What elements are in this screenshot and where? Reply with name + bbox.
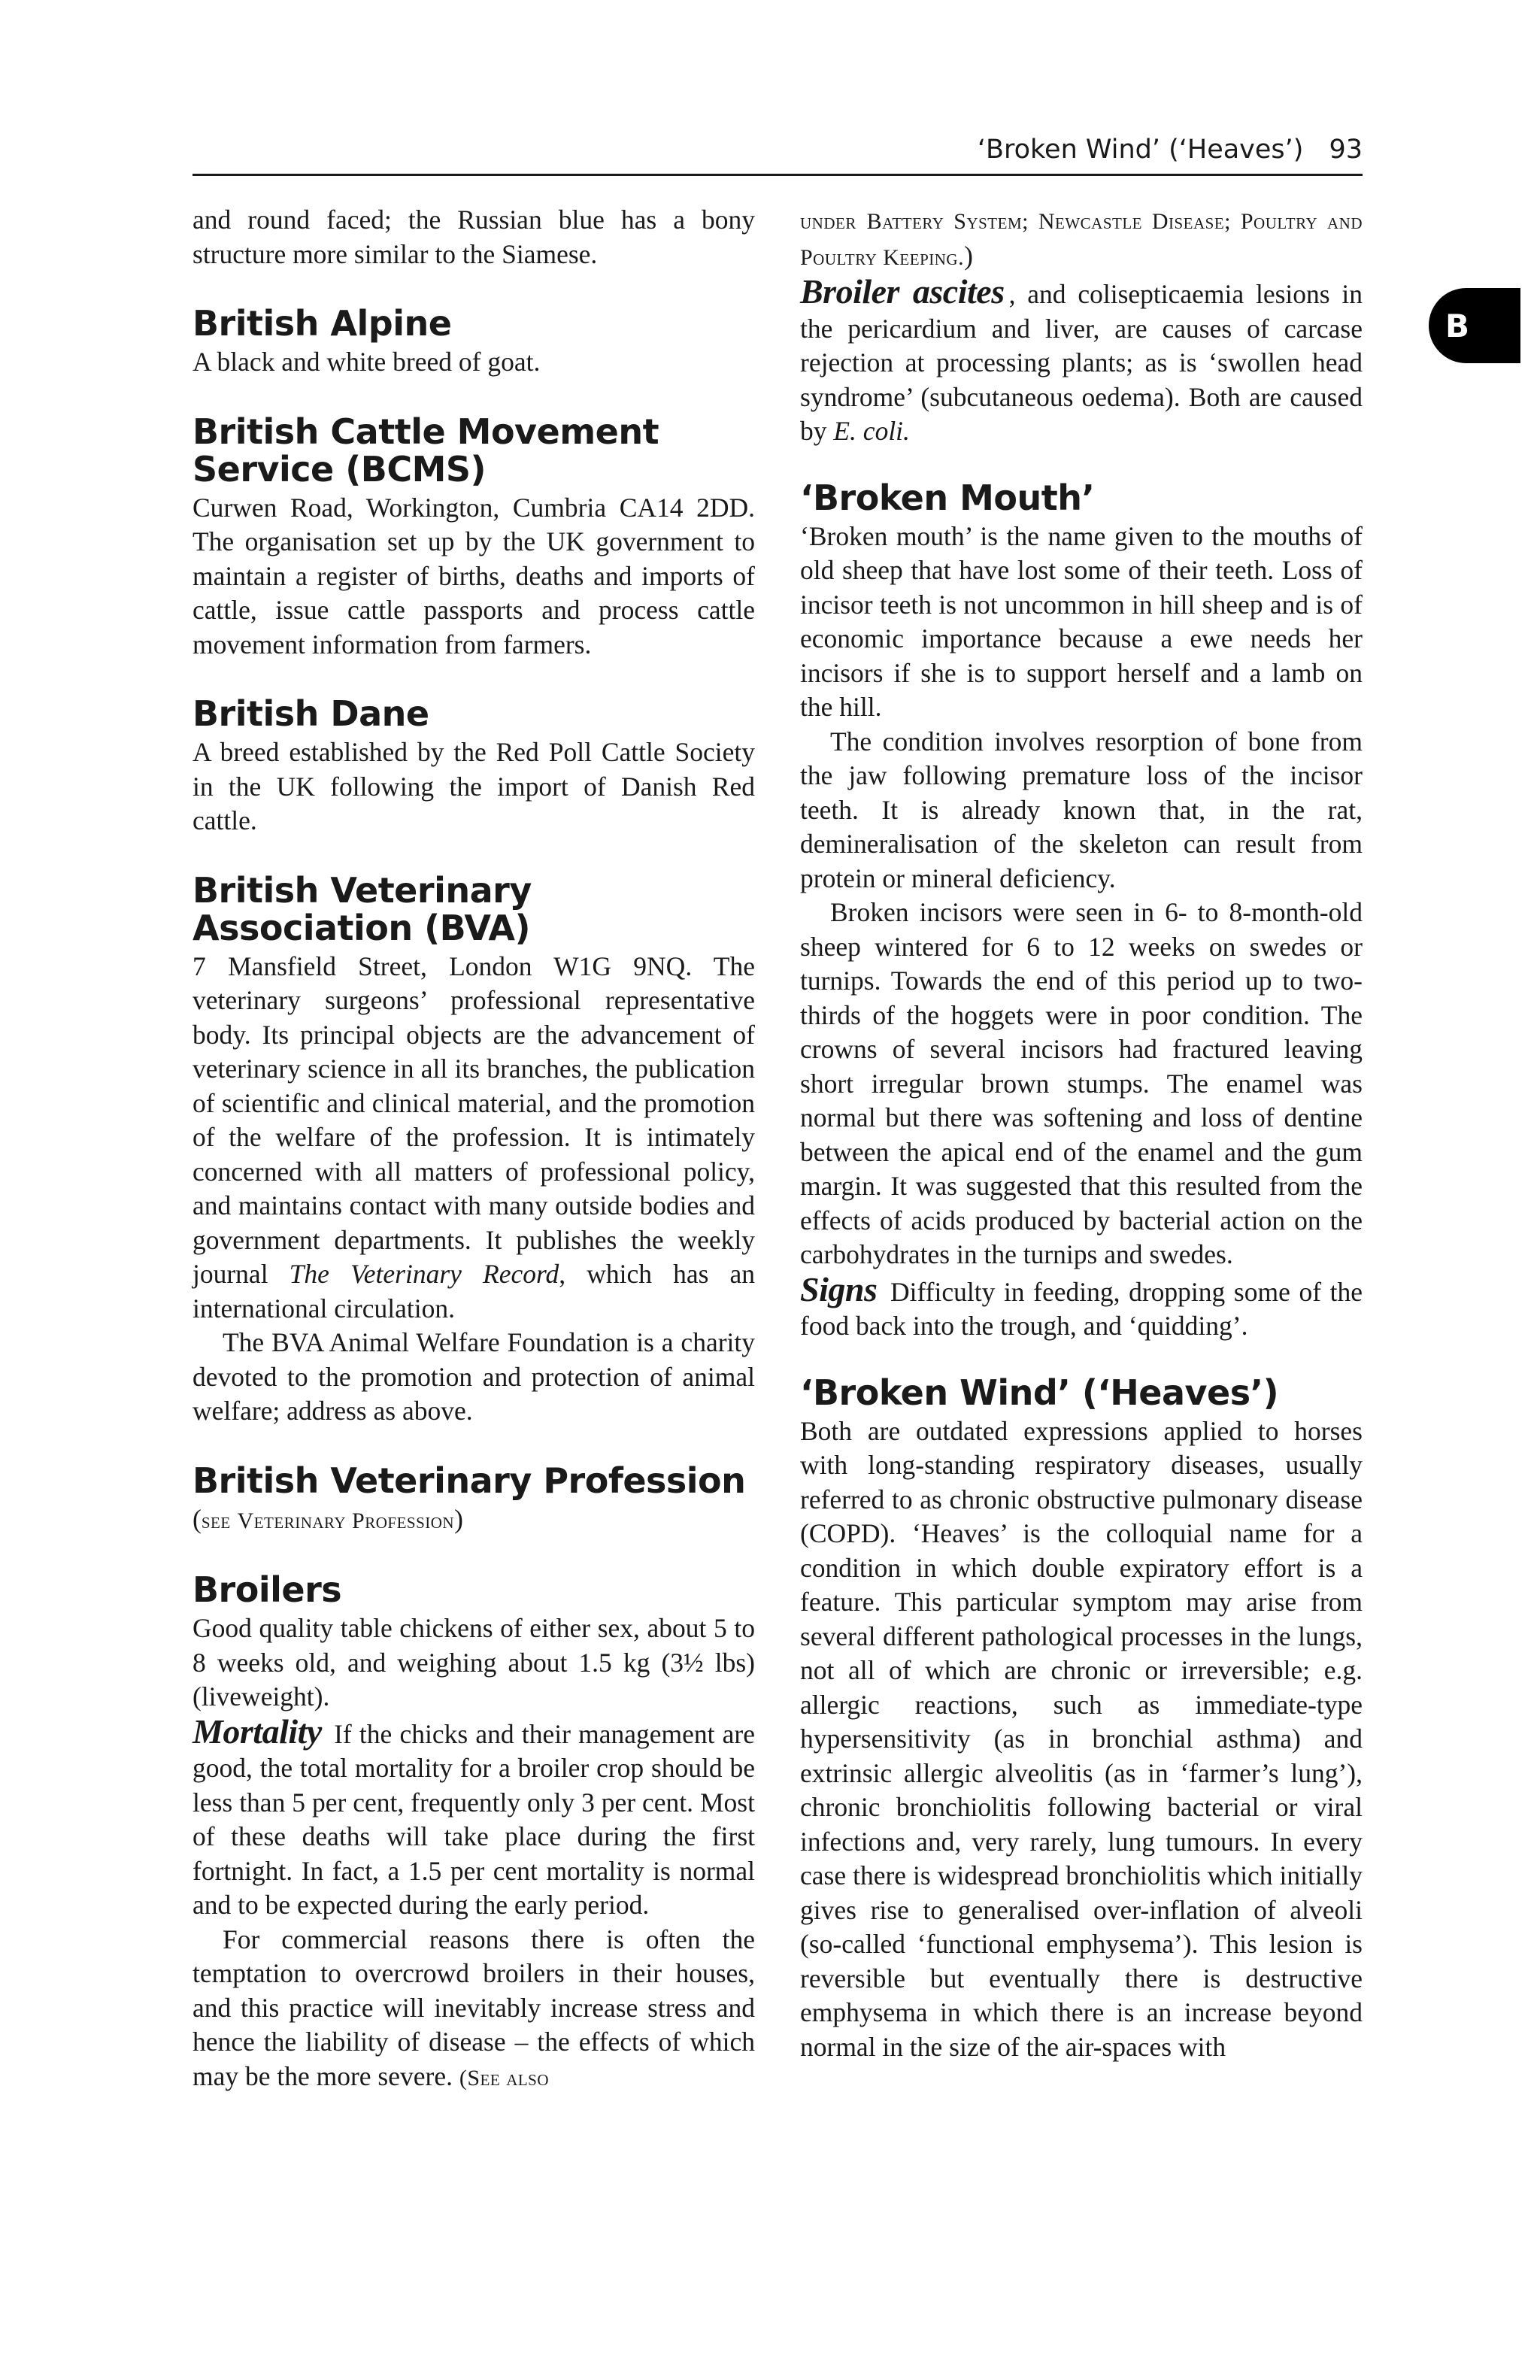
- mortality-text: If the chicks and their management are good, the total mortality for a broiler crop should be less than 5 per cent, frequently only 3 per cent. Most of these deaths will take place during the first fortnight. In fact, a 1.5 per cent mortality is normal and to be expected during the early period.: [192, 1718, 756, 1920]
- entry-heading-bcms: British Cattle Movement Service (BCMS): [192, 411, 659, 490]
- section-thumb-tab: [1429, 288, 1520, 363]
- entry-body-broilers-3: [192, 1923, 755, 2096]
- entry-heading-british-dane: British Dane: [192, 693, 429, 734]
- signs-paragraph: [800, 1269, 1363, 1344]
- see-label: see: [201, 1508, 231, 1533]
- bva-text-a: 7 Mansfield Street, London W1G 9NQ. The veterinary surgeons’ professional representative body. Its principal objects are the advancement of veterinary science in all its branches, the publication of scientific and clinical material, and the promotion of the welfare of the profession. It is intimately concerned with all matters of professional policy, and maintains contact with many outside bodies and government departments. It publishes the weekly journal: [192, 950, 755, 1289]
- ascites-text: , and colisepticaemia lesions in the pericardium and liver, are causes of carcase rejection at processing plants; as is ‘swollen head syndrome’ (subcutaneous oedema). Both are caused by: [800, 279, 1363, 446]
- entry-body-broken-wind: Both are outdated expressions applied to horses with long-standing respiratory diseases, usually referred to as chronic obstructive pulmonary disease (COPD). ‘Heaves’ is the colloquial name for a condition in which double expiratory effort is a feature. This particular symptom may arise from several different pathological processes in the lungs, not all of which are chronic or irreversible; e.g. allergic reactions, such as immediate-type hypersensitivity (as in bronchial asthma) and extrinsic allergic alveolitis (as in ‘farmer’s lung’), chronic bronchiolitis following bacterial or viral infections and, very rarely, lung tumours. In every case there is widespread bronchiolitis which initially gives rise to generalised over-inflation of alveoli (so-called ‘functional emphysema’). This lesion is reversible but eventually there is destructive emphysema in which there is an increase beyond normal in the size of the air-spaces with: [800, 1415, 1363, 2062]
- broilers-commercial-text: For commercial reasons there is often the temptation to overcrowd broilers in their houses, and this practice will inevitably increase stress and hence the liability of disease – the effects of which may be the more severe.: [192, 1924, 755, 2091]
- entry-body-bva-2: The BVA Animal Welfare Foundation is a charity devoted to the promotion and protection of animal welfare; address as above.: [192, 1327, 755, 1426]
- journal-title: The Veterinary Record: [289, 1259, 559, 1289]
- cross-ref-link[interactable]: Veterinary Profession: [237, 1508, 455, 1533]
- entry-body-broken-mouth-1: ‘Broken mouth’ is the name given to the mouths of old sheep that have lost some of their teeth. Loss of incisor teeth is not uncommon in hill sheep and is of economic importance because a ewe needs her incisors if she is to support herself and a lamb on the hill.: [800, 520, 1363, 722]
- cross-ref-close: ): [454, 1503, 463, 1534]
- entry-heading-bva: British Veterinary Association (BVA): [192, 869, 532, 948]
- signs-subheading: Signs: [800, 1269, 878, 1308]
- entry-heading-broilers: Broilers: [192, 1569, 342, 1610]
- see-also-ref: (See also: [459, 2065, 550, 2090]
- entry-body-broilers: Good quality table chickens of either sex, about 5 to 8 weeks old, and weighing about 1.5 kg (3½ lbs) (liveweight).: [192, 1613, 755, 1711]
- cross-ref-open: (: [192, 1503, 202, 1534]
- entry-heading-broken-wind: ‘Broken Wind’ (‘Heaves’): [800, 1372, 1279, 1413]
- left-column: [192, 203, 755, 2095]
- entry-body-broken-mouth-2: The condition involves resorption of bone from the jaw following premature loss of the incisor teeth. It is already known that, in the rat, demineralisation of the skeleton can result from protein or mineral deficiency.: [800, 726, 1363, 893]
- bva-text-b: , which has an international circulation.: [192, 1259, 755, 1323]
- entry-body-british-alpine: A black and white breed of goat.: [192, 347, 541, 377]
- running-header: [192, 125, 1363, 176]
- entry-heading-british-alpine: British Alpine: [192, 303, 452, 344]
- mortality-paragraph: [192, 1711, 756, 1923]
- broiler-ascites-paragraph: [800, 274, 1363, 449]
- thumb-tab-letter: B: [1445, 307, 1470, 344]
- mortality-subheading: Mortality: [192, 1711, 322, 1751]
- under-label: under: [800, 209, 856, 234]
- cross-ref-links[interactable]: Battery System; Newcastle Disease; Poultry and Poultry Keeping.: [800, 209, 1363, 270]
- entry-body-british-dane: A breed established by the Red Poll Cattle Society in the UK following the import of Danish Red cattle.: [192, 737, 755, 835]
- entry-body-bcms: Curwen Road, Workington, Cumbria CA14 2DD. The organisation set up by the UK government to maintain a register of births, deaths and imports of cattle, issue cattle passports and process cattle movement information from farmers.: [192, 492, 755, 659]
- signs-text: Difficulty in feeding, dropping some of the food back into the trough, and ‘quidding’.: [800, 1276, 1363, 1341]
- page-number: 93: [1329, 135, 1363, 165]
- broiler-ascites-subheading: Broiler ascites: [800, 272, 1005, 311]
- ecoli-term: E. coli.: [833, 416, 910, 446]
- continuation-text: and round faced; the Russian blue has a bony structure more similar to the Siamese.: [192, 205, 755, 269]
- entry-heading-broken-mouth: ‘Broken Mouth’: [800, 477, 1095, 518]
- entry-body-bva-1: [192, 950, 755, 1326]
- entry-heading-british-veterinary-profession: British Veterinary Profession: [192, 1460, 746, 1501]
- cross-reference: [192, 1502, 755, 1539]
- cross-ref-close: ): [964, 240, 973, 271]
- continuation-refs: [800, 203, 1363, 274]
- right-column: [800, 203, 1363, 2064]
- running-title: ‘Broken Wind’ (‘Heaves’): [977, 135, 1304, 165]
- entry-body-broken-mouth-3: Broken incisors were seen in 6- to 8-month-old sheep wintered for 6 to 12 weeks on swedes or turnips. Towards the end of this period up to two-thirds of the hoggets were in poor condition. The crowns of several incisors had fractured leaving short irregular brown stumps. The enamel was normal but there was softening and loss of dentine between the apical end of the enamel and the gum margin. It was suggested that this resulted from the effects of acids produced by bacterial action on the carbohydrates in the turnips and swedes.: [800, 897, 1363, 1269]
